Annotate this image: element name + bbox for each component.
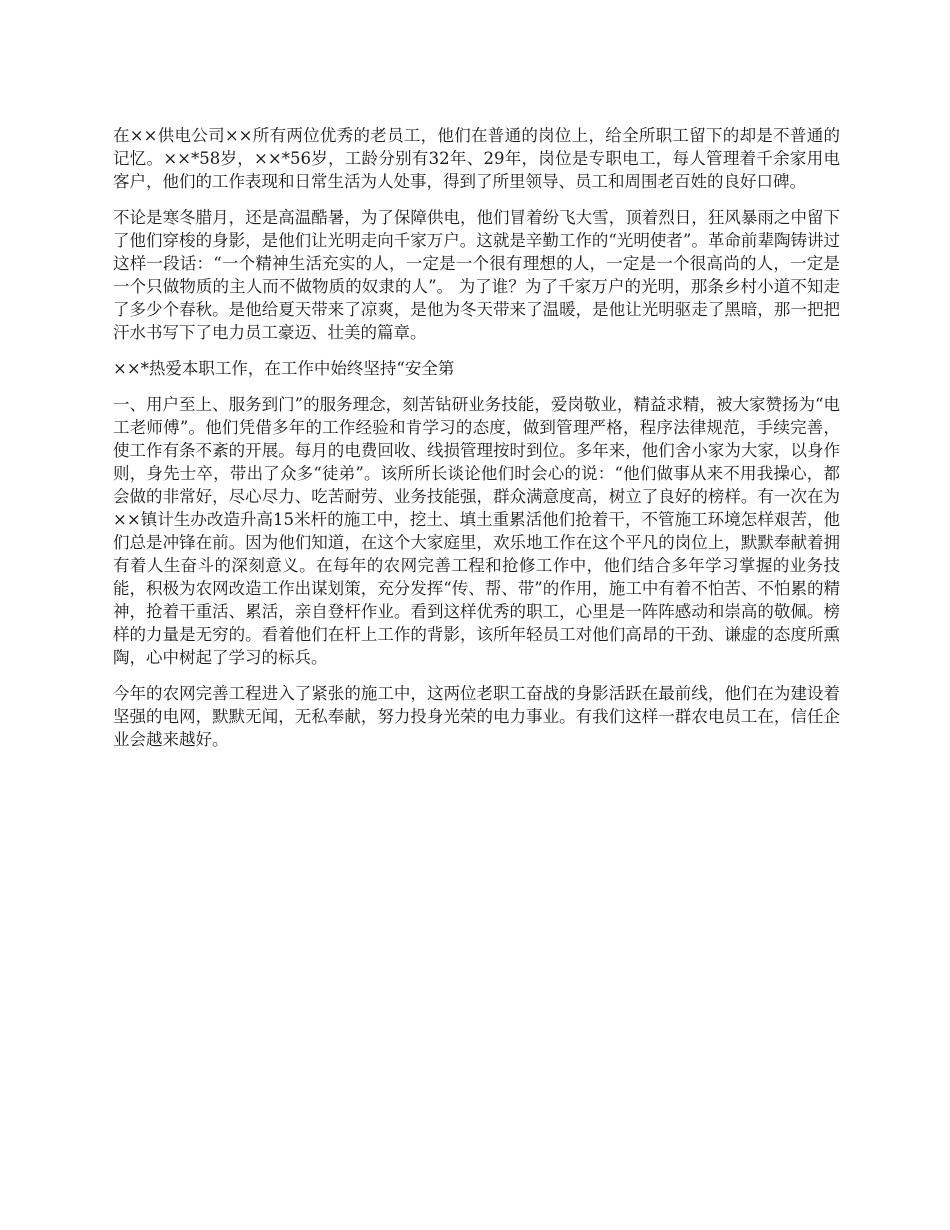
paragraph-2: 不论是寒冬腊月，还是高温酷暑，为了保障供电，他们冒着纷飞大雪，顶着烈日，狂风暴雨之中留下了他们穿梭的身影，是他们让光明走向千家万户。这就是辛勤工作的“光明使者”。革命前辈陶铸讲过这样一段话：“一个精神生活充实的人，一定是一个很有理想的人，一定是一个很高尚的人，一定是一个只做物质的主人而不做物质的奴隶的人”。 为了谁？为了千家万户的光明，那条乡村小道不知走了多少个春秋。是他给夏天带来了凉爽，是他为冬天带来了温暖，是他让光明驱走了黑暗，那一把把汗水书写下了电力员工豪迈、壮美的篇章。 [113, 208, 840, 342]
paragraph-4: 一、用户至上、服务到门”的服务理念，刻苦钻研业务技能，爱岗敬业，精益求精，被大家赞扬为“电工老师傅”。他们凭借多年的工作经验和肯学习的态度，做到管理严格，程序法律规范，手续完善，使工作有条不紊的开展。每月的电费回收、线损管理按时到位。多年来，他们舍小家为大家，以身作则，身先士卒，带出了众多“徒弟”。该所所长谈论他们时会心的说：“他们做事从来不用我操心，都会做的非常好，尽心尽力、吃苦耐劳、业务技能强，群众满意度高，树立了良好的榜样。有一次在为××镇计生办改造升高15米杆的施工中，挖土、填土重累活他们抢着干，不管施工环境怎样艰苦，他们总是冲锋在前。因为他们知道，在这个大家庭里，欢乐地工作在这个平凡的岗位上，默默奉献着拥有着人生奋斗的深刻意义。在每年的农网完善工程和抢修工作中，他们结合多年学习掌握的业务技能，积极为农网改造工作出谋划策，充分发挥“传、帮、带”的作用，施工中有着不怕苦、不怕累的精神，抢着干重活、累活，亲自登杆作业。看到这样优秀的职工，心里是一阵阵感动和崇高的敬佩。榜样的力量是无穷的。看着他们在杆上工作的背影，该所年轻员工对他们高昂的干劲、谦虚的态度所熏陶，心中树起了学习的标兵。 [113, 395, 840, 667]
paragraph-1: 在××供电公司××所有两位优秀的老员工，他们在普通的岗位上，给全所职工留下的却是不普通的记忆。××*58岁，××*56岁，工龄分别有32年、29年，岗位是专职电工，每人管理着千余家用电客户，他们的工作表现和日常生活为人处事，得到了所里领导、员工和周围老百姓的良好口碑。 [113, 126, 840, 191]
paragraph-5: 今年的农网完善工程进入了紧张的施工中，这两位老职工奋战的身影活跃在最前线，他们在为建设着坚强的电网，默默无闻，无私奉献，努力投身光荣的电力事业。有我们这样一群农电员工在，信任企业会越来越好。 [113, 684, 840, 749]
document-body [113, 124, 840, 764]
paragraph-3: ××*热爱本职工作，在工作中始终坚持“安全第 [113, 359, 455, 378]
